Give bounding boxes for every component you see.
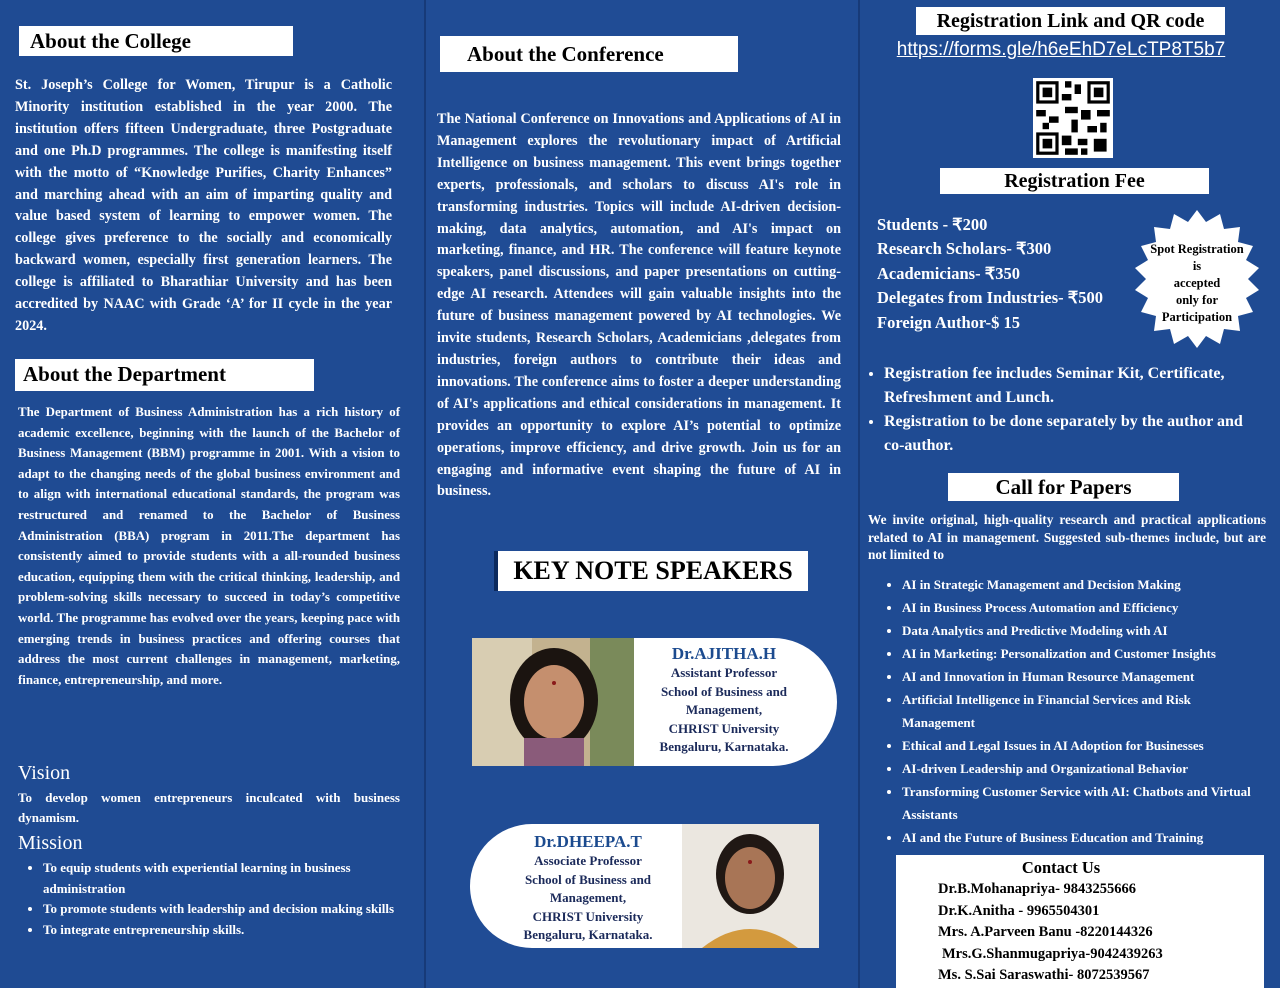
spot-line: is: [1192, 259, 1202, 273]
cfp-item: • AI and the Future of Business Education and Training: [902, 826, 1264, 849]
speaker-info: [490, 832, 686, 945]
speaker-photo: [472, 638, 634, 766]
speaker-dept: Management,: [549, 890, 627, 905]
speaker-role: Assistant Professor: [670, 665, 778, 680]
speaker-role: Associate Professor: [534, 853, 642, 868]
speaker-dept: School of Business and: [660, 683, 788, 699]
fee-list: [877, 213, 1127, 335]
fee-title: Registration Fee: [940, 168, 1209, 194]
right-panel: [860, 0, 1280, 988]
speaker-dept: School of Business and: [524, 871, 652, 887]
cfp-item: • AI in Business Process Automation and Efficiency: [902, 596, 1264, 619]
cfp-item: • Artificial Intelligence in Financial Services and Risk Management: [902, 688, 1264, 734]
contact-item: Mrs.G.Shanmugapriya-9042439263: [942, 945, 1163, 962]
mission-item: • To equip students with experiential learning in business administration: [43, 858, 400, 899]
conference-text: The National Conference on Innovations and Applications of AI in Management explores the revolutionary impact of Artificial Intelligence on business management. This event brings together experts, professionals, and scholars to discuss AI's role in transforming industries. Topics will include AI-driven decision-making, data analytics, automation, and AI's impact on marketing, finance, and HR. The conference will feature keynote speakers, panel discussions, and paper presentations on cutting-edge AI research. Attendees will gain valuable insights into the future of business management powered by AI technologies. We invite students, Research Scholars, Academicians ,delegates from industries, foreign authors to contribute their ideas and innovations. The conference aims to foster a deeper understanding of AI's applications and ethical considerations in management. It provides an opportunity to explore AI’s potential to optimize operations, improve efficiency, and drive growth. Join us for an engaging and informative event shaping the future of AI in business.: [437, 111, 841, 500]
cfp-item: • AI and Innovation in Human Resource Management: [902, 665, 1264, 688]
fee-item: Academicians- ₹350: [877, 263, 1020, 283]
speaker-university: CHRIST University: [668, 720, 780, 736]
department-title: About the Department: [15, 359, 314, 391]
speaker-name: Dr.DHEEPA.T: [534, 832, 642, 851]
center-panel: [426, 0, 858, 988]
speaker-photo-image: [472, 638, 634, 766]
spot-registration-badge: [1122, 208, 1272, 358]
contact-box: [896, 855, 1264, 988]
fee-item: Research Scholars- ₹300: [877, 239, 1052, 259]
speaker-dept: Management,: [685, 702, 763, 717]
cfp-title: Call for Papers: [948, 473, 1179, 501]
mission-title: Mission: [18, 832, 83, 854]
fee-item: Students - ₹200: [877, 215, 988, 234]
cfp-item: • Data Analytics and Predictive Modeling with AI: [902, 619, 1264, 642]
spot-line: Participation: [1161, 310, 1233, 324]
contact-list: [938, 879, 1258, 987]
contact-item: Dr.B.Mohanapriya- 9843255666: [938, 881, 1137, 897]
cfp-intro: We invite original, high-quality research and practical applications related to AI in management. Suggested sub-themes include, but are not limited to: [868, 512, 1266, 562]
cfp-item: • AI-driven Leadership and Organizational Behavior: [902, 757, 1264, 780]
cfp-item: • Ethical and Legal Issues in AI Adoption for Businesses: [902, 734, 1264, 757]
college-text: St. Joseph’s College for Women, Tirupur is a Catholic Minority institution established in the year 2000. The institution offers fifteen Undergraduate, three Postgraduate and one Ph.D programmes. The college is manifesting itself with the motto of “Knowledge Purifies, Charity Enhances” and marching ahead with an aim of imparting quality and value based system of learning to empower women. The college gives preference to the socially and economically backward women, especially first generation learners. The college is affiliated to Bharathiar University and has been accredited by NAAC with Grade ‘A’ for II cycle in the year 2024.: [15, 77, 392, 334]
speaker-card: [472, 638, 837, 766]
mission-list: [43, 858, 400, 940]
keynote-title: KEY NOTE SPEAKERS: [498, 551, 808, 591]
speaker-university: CHRIST University: [532, 908, 644, 924]
fee-item: Foreign Author-$ 15: [877, 312, 1020, 332]
contact-item: Ms. S.Sai Saraswathi- 8072539567: [938, 967, 1150, 983]
cfp-item: • AI in Marketing: Personalization and Customer Insights: [902, 642, 1264, 665]
cfp-list: [902, 573, 1264, 849]
mission-item: • To promote students with leadership and decision making skills: [43, 899, 400, 920]
fee-item: Delegates from Industries- ₹500: [877, 288, 1104, 308]
speaker-info: [640, 644, 808, 757]
note-item: • Registration to be done separately by the author and co-author.: [884, 410, 1254, 458]
registration-notes: [884, 362, 1254, 458]
speaker-place: Bengaluru, Karnataka.: [659, 739, 789, 754]
contact-item: Dr.K.Anitha - 9965504301: [938, 902, 1100, 919]
spot-line: only for: [1175, 293, 1218, 307]
speaker-place: Bengaluru, Karnataka.: [523, 927, 653, 942]
speaker-name: Dr.AJITHA.H: [671, 644, 777, 663]
registration-title: Registration Link and QR code: [916, 7, 1225, 35]
cfp-item: • AI in Strategic Management and Decision Making: [902, 573, 1264, 596]
mission-item: • To integrate entrepreneurship skills.: [43, 920, 400, 941]
qr-code-icon: [1033, 78, 1113, 158]
speaker-card: [470, 824, 819, 948]
spot-line: Spot Registration: [1150, 242, 1244, 256]
department-text: The Department of Business Administration has a rich history of academic excellence, beginning with the launch of the Bachelor of Business Management (BBM) programme in 2001. With a vision to adapt to the changing needs of the global business environment and to align with international educational standards, the program was restructured and renamed to the Bachelor of Business Administration (BBA) program in 2011.The department has consistently aimed to provide students with a all-rounded business education, equipping them with the critical thinking, leadership, and problem-solving skills necessary to succeed in today’s competitive world. The programme has evolved over the years, keeping pace with emerging trends in business practices and offering courses that address the most current challenges in management, marketing, finance, entrepreneurship, and more.: [18, 405, 400, 687]
spot-line: accepted: [1173, 276, 1221, 290]
speaker-photo: [682, 824, 819, 948]
contact-item: Mrs. A.Parveen Banu -8220144326: [938, 924, 1153, 940]
speaker-photo-image: [682, 824, 819, 948]
registration-link[interactable]: https://forms.gle/h6eEhD7eLcTP8T5b7: [896, 39, 1226, 60]
college-title: About the College: [19, 26, 293, 56]
qr-code[interactable]: [1033, 78, 1113, 158]
vision-title: Vision: [18, 762, 71, 784]
contact-title: Contact Us: [1021, 858, 1101, 877]
note-item: • Registration fee includes Seminar Kit, Certificate, Refreshment and Lunch.: [884, 362, 1254, 410]
cfp-item: • Transforming Customer Service with AI: Chatbots and Virtual Assistants: [902, 780, 1264, 826]
conference-title: About the Conference: [440, 36, 738, 72]
left-panel: [0, 0, 424, 988]
vision-text: To develop women entrepreneurs inculcated with business dynamism.: [18, 790, 400, 825]
